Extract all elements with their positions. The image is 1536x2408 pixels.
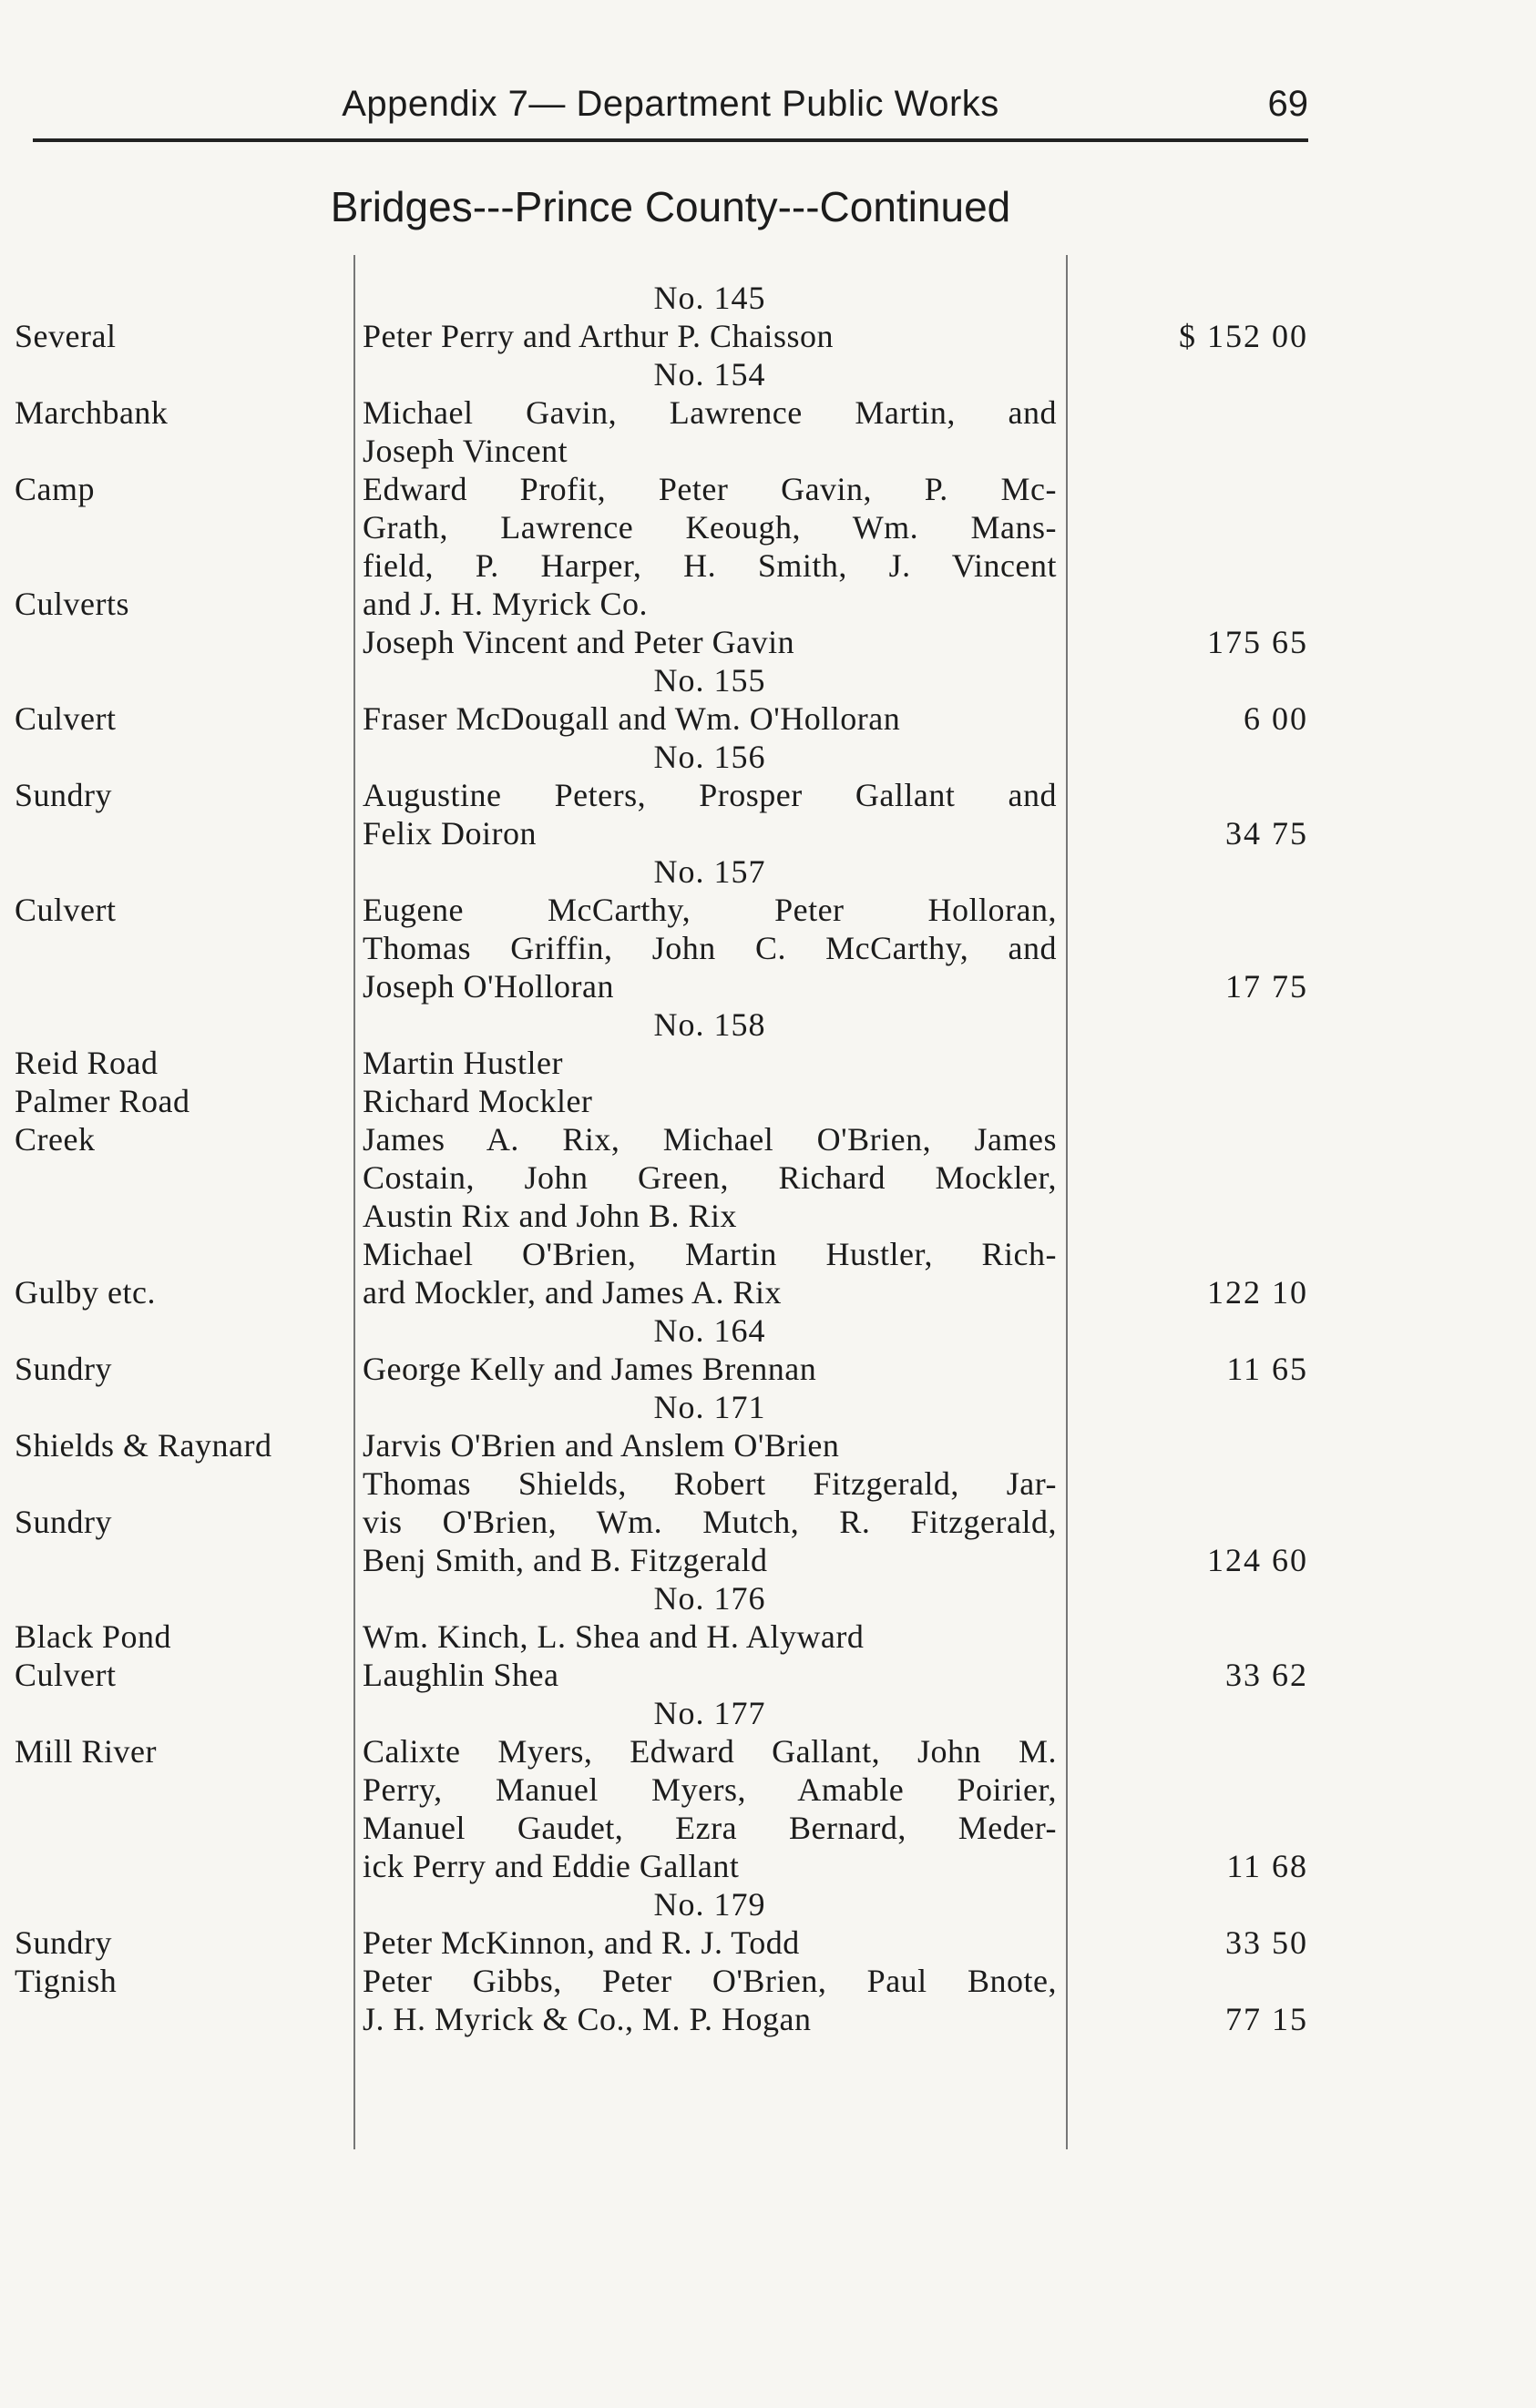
contract-number: No. 179	[653, 1886, 766, 1923]
header-title: Appendix 7— Department Public Works	[342, 84, 999, 124]
contractor-names: ard Mockler, and James A. Rix	[363, 1274, 782, 1311]
section-title: Bridges---Prince County---Continued	[330, 183, 1011, 230]
contractor-names: Edward Profit, Peter Gavin, P. Mc-	[363, 471, 1057, 507]
ledger-row	[0, 2000, 1536, 2038]
contractor-names: Jarvis O'Brien and Anslem O'Brien	[363, 1427, 840, 1464]
amount-cell: 6 00	[1244, 700, 1308, 737]
location-cell: Palmer Road	[15, 1083, 190, 1119]
page-header	[33, 84, 1308, 142]
ledger-row	[0, 1962, 1536, 2000]
ledger-row	[0, 1503, 1536, 1541]
contractor-names: Costain, John Green, Richard Mockler,	[363, 1159, 1057, 1196]
contract-number: No. 156	[653, 739, 766, 775]
contractor-names: Benj Smith, and B. Fitzgerald	[363, 1542, 768, 1578]
ledger-row	[0, 1426, 1536, 1464]
location-cell: Tignish	[15, 1963, 118, 1999]
ledger-row	[0, 1923, 1536, 1962]
ledger-row	[0, 814, 1536, 852]
location-cell: Sundry	[15, 1504, 113, 1540]
location-cell: Sundry	[15, 777, 113, 813]
contractor-names: J. H. Myrick & Co., M. P. Hogan	[363, 2001, 812, 2037]
location-cell: Culverts	[15, 586, 129, 622]
ledger-row	[0, 1770, 1536, 1809]
contract-number-row	[0, 661, 1536, 699]
contract-number: No. 164	[653, 1312, 766, 1349]
amount-cell: $ 152 00	[1179, 318, 1308, 354]
ledger-row	[0, 1732, 1536, 1770]
ledger-row	[0, 1082, 1536, 1120]
location-cell: Marchbank	[15, 394, 169, 431]
location-cell: Mill River	[15, 1733, 157, 1770]
ledger-row	[0, 1350, 1536, 1388]
location-cell: Shields & Raynard	[15, 1427, 272, 1464]
contract-number-row	[0, 279, 1536, 317]
location-cell: Sundry	[15, 1351, 113, 1387]
amount-cell: 77 15	[1225, 2001, 1308, 2037]
contract-number-row	[0, 852, 1536, 891]
ledger-row	[0, 393, 1536, 432]
contractor-names: Grath, Lawrence Keough, Wm. Mans-	[363, 509, 1057, 546]
contractor-names: and J. H. Myrick Co.	[363, 586, 648, 622]
amount-cell: 175 65	[1207, 624, 1308, 660]
ledger-row	[0, 1464, 1536, 1503]
ledger-row	[0, 585, 1536, 623]
contract-number: No. 154	[653, 356, 766, 393]
contractor-names: Augustine Peters, Prosper Gallant and	[363, 777, 1057, 813]
location-cell: Several	[15, 318, 117, 354]
contractor-names: James A. Rix, Michael O'Brien, James	[363, 1121, 1057, 1158]
ledger-row	[0, 1617, 1536, 1656]
location-cell: Culvert	[15, 892, 117, 928]
contract-number: No. 158	[653, 1006, 766, 1043]
contractor-names: Laughlin Shea	[363, 1657, 559, 1693]
ledger-row	[0, 699, 1536, 738]
ledger-row	[0, 776, 1536, 814]
ledger-row	[0, 1809, 1536, 1847]
contractor-names: Fraser McDougall and Wm. O'Holloran	[363, 700, 901, 737]
contractor-names: Wm. Kinch, L. Shea and H. Alyward	[363, 1618, 865, 1655]
ledger-row	[0, 1273, 1536, 1311]
contractor-names: Michael O'Brien, Martin Hustler, Rich-	[363, 1236, 1057, 1272]
ledger-row	[0, 432, 1536, 470]
contract-number: No. 145	[653, 280, 766, 316]
contract-number-row	[0, 1579, 1536, 1617]
ledger-row	[0, 1847, 1536, 1885]
contract-number: No. 177	[653, 1695, 766, 1731]
ledger-row	[0, 1158, 1536, 1197]
ledger-row	[0, 317, 1536, 355]
amount-cell: 34 75	[1225, 815, 1308, 852]
amount-cell: 11 68	[1226, 1848, 1308, 1884]
ledger-row	[0, 1541, 1536, 1579]
location-cell: Creek	[15, 1121, 96, 1158]
contractor-names: Thomas Shields, Robert Fitzgerald, Jar-	[363, 1465, 1057, 1502]
contract-number-row	[0, 1885, 1536, 1923]
ledger-row	[0, 1120, 1536, 1158]
location-cell: Culvert	[15, 1657, 117, 1693]
contract-number-row	[0, 1005, 1536, 1044]
ledger-row	[0, 470, 1536, 508]
contractor-names: George Kelly and James Brennan	[363, 1351, 817, 1387]
location-cell: Culvert	[15, 700, 117, 737]
contract-number-row	[0, 1694, 1536, 1732]
ledger-row	[0, 967, 1536, 1005]
contractor-names: vis O'Brien, Wm. Mutch, R. Fitzgerald,	[363, 1504, 1057, 1540]
contractor-names: Manuel Gaudet, Ezra Bernard, Meder-	[363, 1810, 1057, 1846]
contractor-names: Peter McKinnon, and R. J. Todd	[363, 1924, 800, 1961]
ledger-row	[0, 1235, 1536, 1273]
contractor-names: Felix Doiron	[363, 815, 537, 852]
contractor-names: Eugene McCarthy, Peter Holloran,	[363, 892, 1057, 928]
contractor-names: Peter Gibbs, Peter O'Brien, Paul Bnote,	[363, 1963, 1057, 1999]
contract-number: No. 155	[653, 662, 766, 699]
ledger-row	[0, 929, 1536, 967]
contract-number-row	[0, 355, 1536, 393]
amount-cell: 33 50	[1225, 1924, 1308, 1961]
contractor-names: Perry, Manuel Myers, Amable Poirier,	[363, 1771, 1057, 1808]
amount-cell: 11 65	[1226, 1351, 1308, 1387]
contract-number: No. 157	[653, 853, 766, 890]
amount-cell: 33 62	[1225, 1657, 1308, 1693]
amount-cell: 122 10	[1207, 1274, 1308, 1311]
location-cell: Reid Road	[15, 1045, 159, 1081]
ledger-row	[0, 1197, 1536, 1235]
contractor-names: Austin Rix and John B. Rix	[363, 1198, 738, 1234]
contract-number: No. 176	[653, 1580, 766, 1617]
ledger-row	[0, 1656, 1536, 1694]
ledger-row	[0, 1044, 1536, 1082]
contractor-names: Peter Perry and Arthur P. Chaisson	[363, 318, 834, 354]
ledger-row	[0, 623, 1536, 661]
page-number: 69	[1267, 84, 1308, 124]
location-cell: Gulby etc.	[15, 1274, 156, 1311]
ledger-row	[0, 891, 1536, 929]
contractor-names: Martin Hustler	[363, 1045, 563, 1081]
contractor-names: ick Perry and Eddie Gallant	[363, 1848, 740, 1884]
contractor-names: Michael Gavin, Lawrence Martin, and	[363, 394, 1057, 431]
amount-cell: 17 75	[1225, 968, 1308, 1005]
contract-number-row	[0, 1388, 1536, 1426]
location-cell: Black Pond	[15, 1618, 171, 1655]
contractor-names: Joseph Vincent	[363, 433, 568, 469]
contract-number-row	[0, 738, 1536, 776]
contractor-names: Calixte Myers, Edward Gallant, John M.	[363, 1733, 1057, 1770]
contractor-names: Joseph O'Holloran	[363, 968, 614, 1005]
contract-number: No. 171	[653, 1389, 766, 1425]
contract-number-row	[0, 1311, 1536, 1350]
ledger-row	[0, 546, 1536, 585]
location-cell: Sundry	[15, 1924, 113, 1961]
contractor-names: field, P. Harper, H. Smith, J. Vincent	[363, 547, 1057, 584]
contractor-names: Joseph Vincent and Peter Gavin	[363, 624, 795, 660]
contractor-names: Thomas Griffin, John C. McCarthy, and	[363, 930, 1057, 966]
ledger-row	[0, 508, 1536, 546]
amount-cell: 124 60	[1207, 1542, 1308, 1578]
location-cell: Camp	[15, 471, 95, 507]
contractor-names: Richard Mockler	[363, 1083, 593, 1119]
